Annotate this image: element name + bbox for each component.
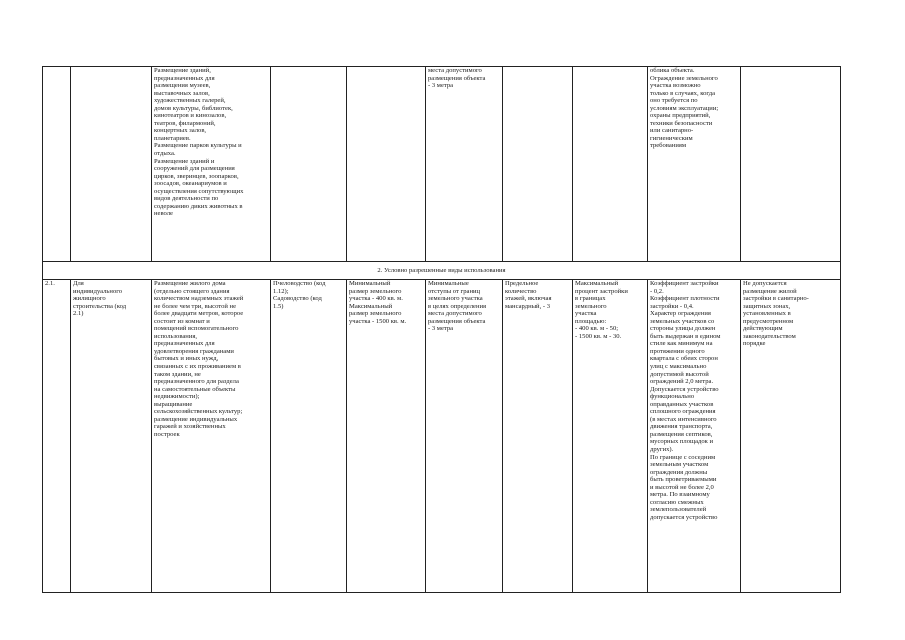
table-cell xyxy=(43,67,71,262)
table-cell-floors: Предельное количество этажей, включая мансардный, - 3 xyxy=(503,280,573,593)
table-cell: места допустимого размещения объекта - 3 метра xyxy=(426,67,503,262)
table-cell xyxy=(503,67,573,262)
table-cell-description: Размещение жилого дома (отдельно стоящего здания количеством надземных этажей не более чем три, высотой не более двадцати метров, которое состоит из комнат и помещений вспомогательного использования, предназначенных для удовлетворения гражданами бытовых и иных нужд, связанных с их проживанием в таком здании, не предназначенного для раздела на самостоятельные объекты недвижимости); выращивание сельскохозяйственных культур; размещение индивидуальных гаражей и хозяйственных построек xyxy=(152,280,271,593)
table-cell-coverage: Максимальный процент застройки в границах земельного участка площадью: - 400 кв. м - 50; - 1500 кв. м - 30. xyxy=(573,280,648,593)
table-cell xyxy=(271,67,347,262)
table-cell: облика объекта. Ограждение земельного участка возможно только в случаях, когда оно требуется по условиям эксплуатации; охраны предприятий, техники безопасности или санитарно- гигиеническим требованиям xyxy=(648,67,741,262)
section-row xyxy=(43,262,841,280)
table-cell xyxy=(347,67,426,262)
regulations-table xyxy=(42,66,841,593)
table-cell xyxy=(71,67,152,262)
table-cell xyxy=(573,67,648,262)
table-row xyxy=(43,280,841,593)
table-cell-auxiliary-use: Пчеловодство (код 1.12); Садоводство (код 1.5) xyxy=(271,280,347,593)
table-cell: Размещение зданий, предназначенных для размещения музеев, выставочных залов, художественных галерей, домов культуры, библиотек, кинотеатров и кинозалов, театров, филармоний, концертных залов, планетариев. Размещение парков культуры и отдыха. Размещение зданий и сооружений для размещения цирков, зверинцев, зоопарков, зоосадов, океанариумов и осуществления сопутствующих видов деятельности по содержанию диких животных в неволе xyxy=(152,67,271,262)
table-cell-number: 2.1. xyxy=(43,280,71,593)
table-cell xyxy=(741,67,841,262)
table-row xyxy=(43,67,841,262)
table-cell-plot-size: Минимальный размер земельного участка - 400 кв. м. Максимальный размер земельного участка - 1500 кв. м. xyxy=(347,280,426,593)
table-cell-use-type: Для индивидуального жилищного строительства (код 2.1) xyxy=(71,280,152,593)
section-title: 2. Условно разрешенные виды использования xyxy=(43,262,841,280)
table-cell-coefficients: Коэффициент застройки - 0,2. Коэффициент плотности застройки - 0,4. Характер ограждения земельных участков со стороны улицы должен быть выдержан в едином стиле как минимум на протяжении одного квартала с обеих сторон улиц с максимально допустимой высотой ограждений 2,0 метра. Допускается устройство функционально оправданных участков сплошного ограждения (в местах интенсивного движения транспорта, размещения септиков, мусорных площадок и других). По границе с соседним земельным участком ограждения должны быть проветриваемыми и высотой не более 2,0 метра. По взаимному согласию смежных землепользователей допускается устройство xyxy=(648,280,741,593)
table-cell-setbacks: Минимальные отступы от границ земельного участка в целях определения места допустимого размещения объекта - 3 метра xyxy=(426,280,503,593)
table-cell-restrictions: Не допускается размещение жилой застройки в санитарно- защитных зонах, установленных в предусмотренном действующим законодательством порядке xyxy=(741,280,841,593)
